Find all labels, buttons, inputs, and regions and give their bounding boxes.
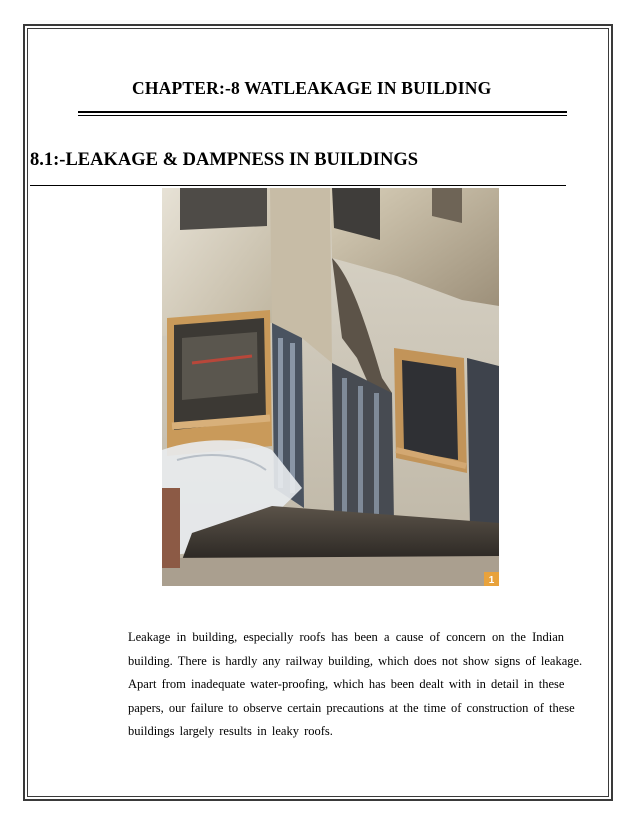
paragraph-line-1: Leakage in building, especially roofs has been a cause of concern on the Indian [128, 630, 564, 644]
paragraph-line-5: buildings largely results in leaky roofs. [128, 724, 333, 738]
upper-left-dark-panel [180, 188, 267, 230]
stud-2 [290, 343, 295, 493]
building-damage-photo [162, 188, 499, 586]
paragraph-line-2: building. There is hardly any railway building, which does not show signs of leakage. [128, 653, 583, 668]
left-window-interior [182, 332, 258, 400]
right-window-opening [402, 360, 458, 460]
body-paragraph [128, 626, 583, 744]
stud-3 [342, 378, 347, 518]
chapter-title: CHAPTER:-8 WATLEAKAGE IN BUILDING [132, 78, 492, 98]
photo-badge-number: 1 [488, 575, 495, 586]
paragraph-line-3: Apart from inadequate water-proofing, which has been dealt with in detail in these [128, 677, 565, 691]
stud-5 [374, 393, 379, 523]
far-right-wall [467, 358, 499, 533]
foundation-wall [162, 556, 499, 586]
chapter-rule-thick [78, 111, 567, 113]
stud-4 [358, 386, 363, 521]
left-brick-edge [162, 488, 180, 568]
section-heading: 8.1:-LEAKAGE & DAMPNESS IN BUILDINGS [30, 150, 419, 170]
paragraph-line-4: papers, our failure to observe certain precautions at the time of construction of these [128, 700, 575, 715]
section-rule [30, 185, 566, 186]
chapter-rule-thin [78, 115, 567, 116]
